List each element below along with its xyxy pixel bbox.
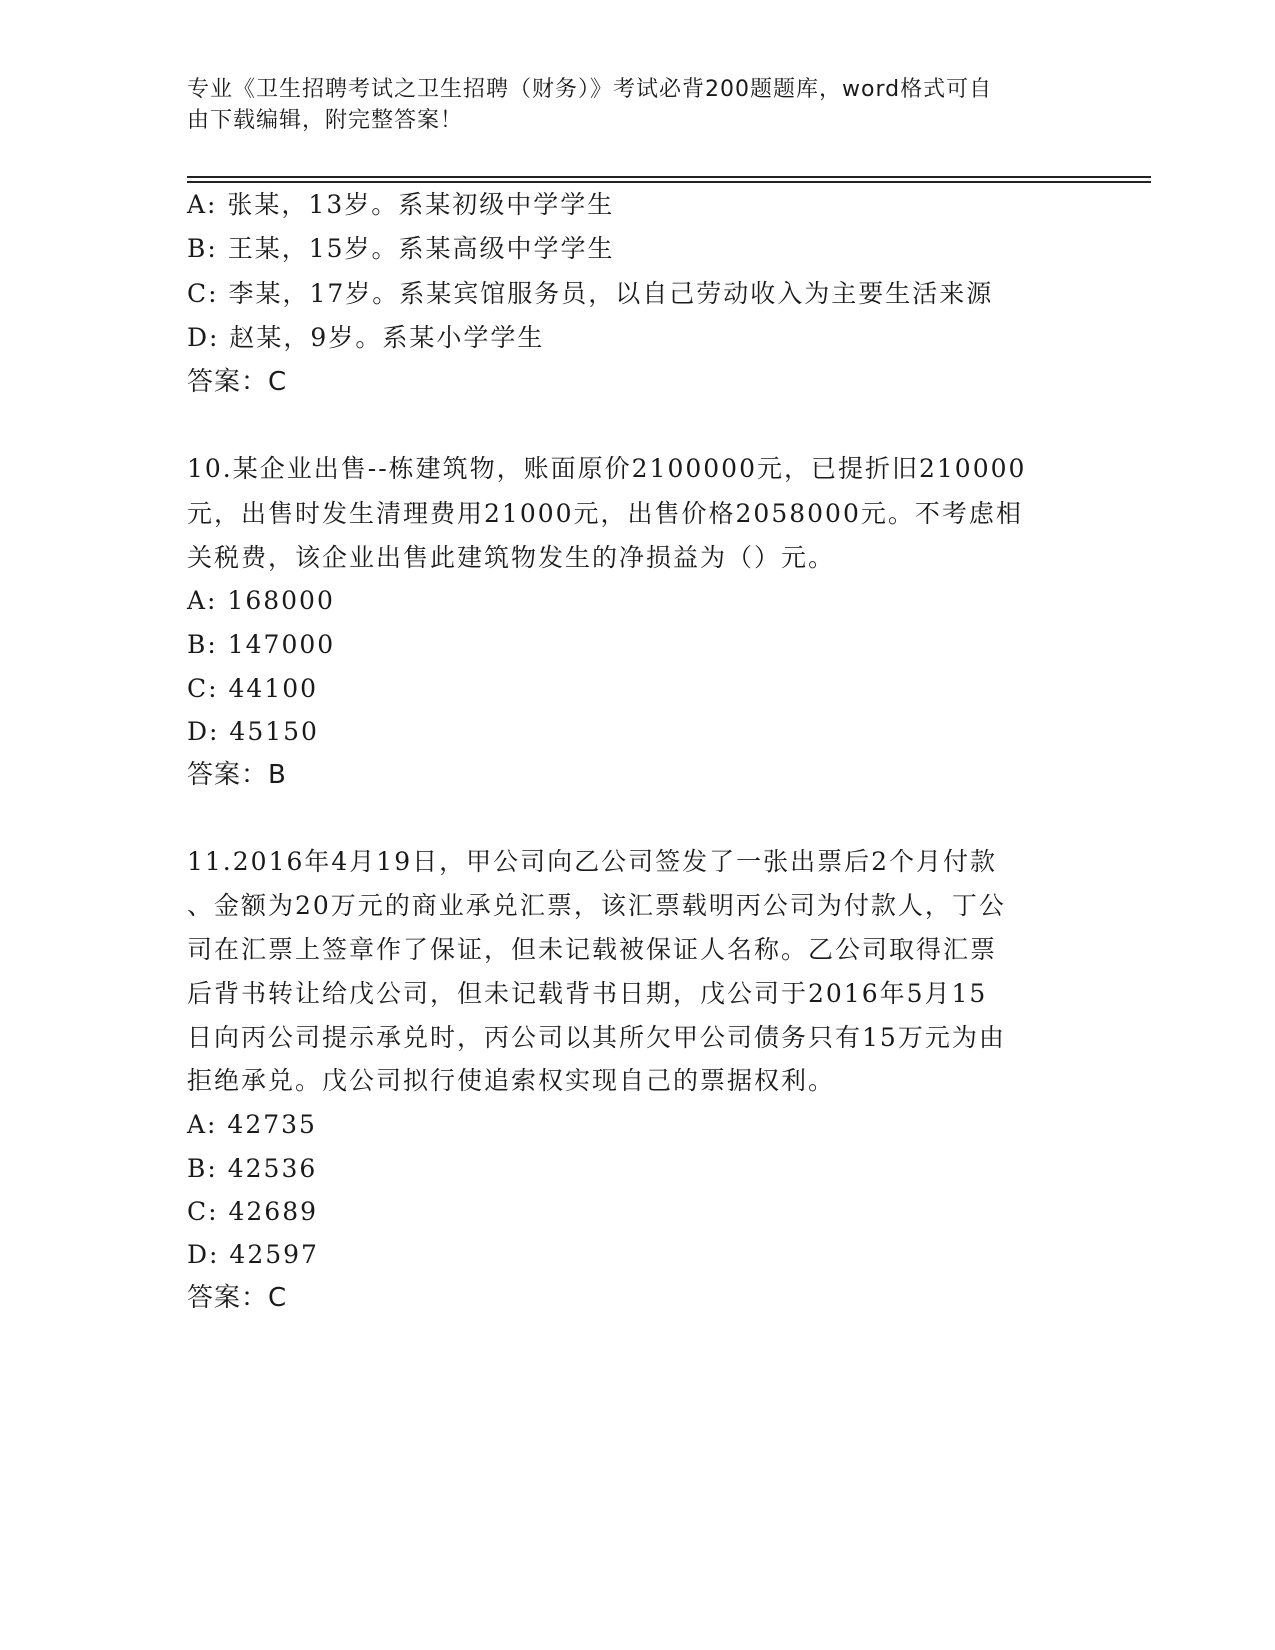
q10-stem-line-2: 元，出售时发生清理费用21000元，出售价格2058000元。不考虑相 xyxy=(187,499,1023,528)
q11-stem-line-1: 11.2016年4月19日，甲公司向乙公司签发了一张出票后2个月付款 xyxy=(187,847,998,876)
header-divider-bottom xyxy=(187,181,1151,183)
header-divider-top xyxy=(187,176,1151,178)
q11-stem-line-3: 司在汇票上签章作了保证，但未记载被保证人名称。乙公司取得汇票 xyxy=(187,935,998,964)
q9-answer: 答案：C xyxy=(187,367,288,397)
q11-option-c: C: 42689 xyxy=(187,1197,319,1226)
q10-option-a: A: 168000 xyxy=(187,586,335,615)
q11-stem-line-5: 日向丙公司提示承兑时，丙公司以其所欠甲公司债务只有15万元为由 xyxy=(187,1023,1006,1052)
q10-option-c: C: 44100 xyxy=(187,674,319,703)
q9-option-c: C: 李某，17岁。系某宾馆服务员，以自己劳动收入为主要生活来源 xyxy=(187,279,994,308)
q10-stem-line-1: 10.某企业出售--栋建筑物，账面原价2100000元，已提折旧210000 xyxy=(187,454,1027,483)
q11-option-d: D: 42597 xyxy=(187,1240,319,1269)
q10-answer: 答案：B xyxy=(187,760,287,790)
q10-option-d: D: 45150 xyxy=(187,717,319,746)
q10-stem-line-3: 关税费，该企业出售此建筑物发生的净损益为（）元。 xyxy=(187,543,836,572)
q11-option-a: A: 42735 xyxy=(187,1110,317,1139)
q11-stem-line-6: 拒绝承兑。戊公司拟行使追索权实现自己的票据权利。 xyxy=(187,1066,836,1095)
q11-stem-line-2: 、金额为20万元的商业承兑汇票，该汇票载明丙公司为付款人，丁公 xyxy=(187,891,1006,920)
document-header xyxy=(187,74,1067,136)
q9-option-a: A: 张某，13岁。系某初级中学学生 xyxy=(187,190,615,219)
header-line-2: 由下载编辑，附完整答案！ xyxy=(187,108,464,133)
q9-option-b: B: 王某，15岁。系某高级中学学生 xyxy=(187,234,615,263)
q9-option-d: D: 赵某，9岁。系某小学学生 xyxy=(187,323,545,352)
q11-answer: 答案：C xyxy=(187,1283,288,1313)
q10-option-b: B: 147000 xyxy=(187,630,336,659)
q11-stem-line-4: 后背书转让给戊公司，但未记载背书日期，戊公司于2016年5月15 xyxy=(187,979,988,1008)
q11-option-b: B: 42536 xyxy=(187,1154,318,1183)
header-line-1: 专业《卫生招聘考试之卫生招聘（财务）》考试必背200题题库，word格式可自 xyxy=(187,77,993,102)
